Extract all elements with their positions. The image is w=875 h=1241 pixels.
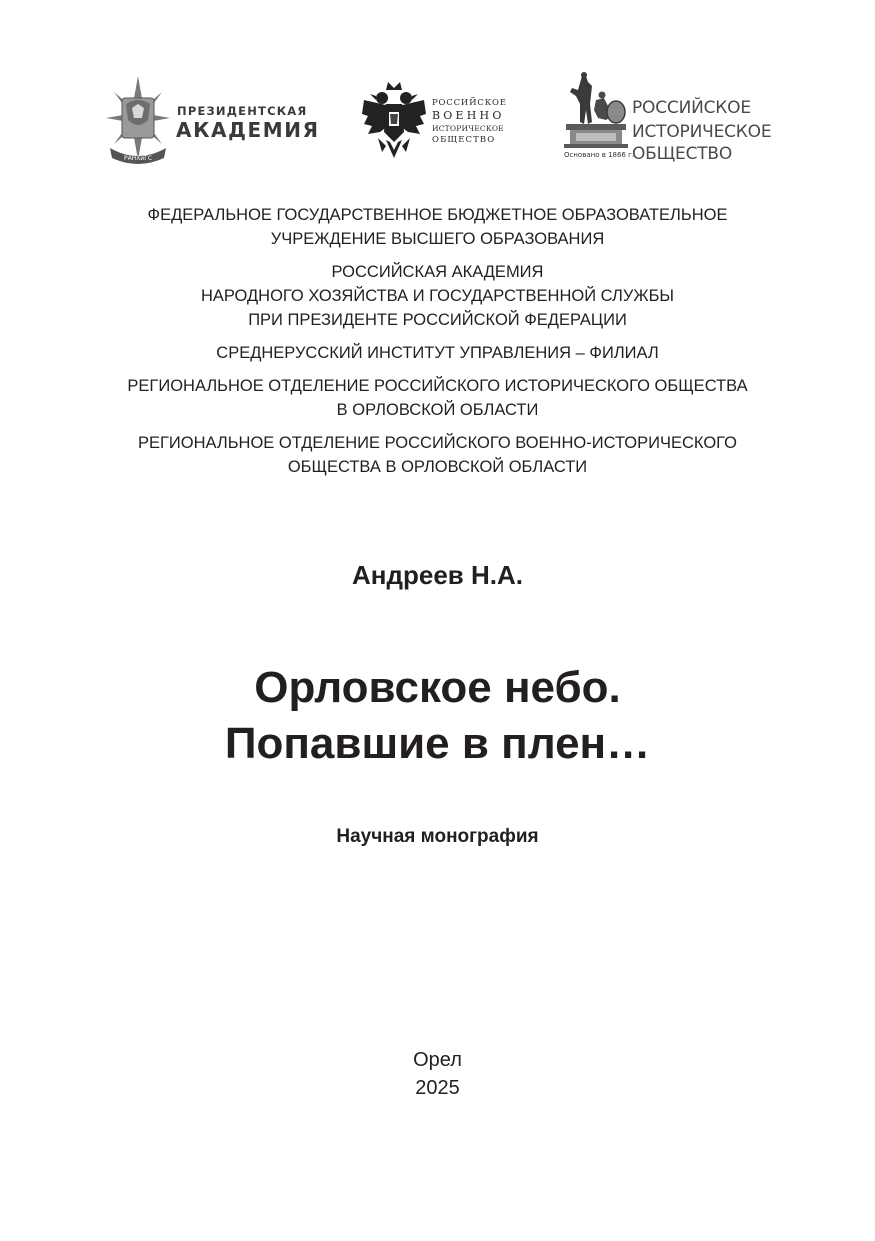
- affiliation-line: РЕГИОНАЛЬНОЕ ОТДЕЛЕНИЕ РОССИЙСКОГО ИСТОРИЧЕСКОГО ОБЩЕСТВА: [127, 377, 748, 395]
- affiliation-line: ФЕДЕРАЛЬНОЕ ГОСУДАРСТВЕННОЕ БЮДЖЕТНОЕ ОБРАЗОВАТЕЛЬНОЕ: [147, 206, 728, 224]
- rio-logo-line3: ОБЩЕСТВО: [632, 144, 733, 164]
- book-title-line2: Попавшие в плен…: [224, 719, 651, 768]
- presidential-academy-logo: [104, 72, 320, 172]
- affiliation-line: В ОРЛОВСКОЙ ОБЛАСТИ: [336, 401, 539, 419]
- military-historical-society-logo: [360, 72, 520, 172]
- rvio-logo-line4: ОБЩЕСТВО: [432, 135, 496, 145]
- affiliation-line: СРЕДНЕРУССКИЙ ИНСТИТУТ УПРАВЛЕНИЯ – ФИЛИАЛ: [216, 344, 659, 362]
- affiliation-line: РЕГИОНАЛЬНОЕ ОТДЕЛЕНИЕ РОССИЙСКОГО ВОЕННО-ИСТОРИЧЕСКОГО: [137, 434, 738, 452]
- book-subtitle: Научная монография: [336, 826, 539, 847]
- double-headed-eagle-icon: [360, 80, 428, 162]
- rvio-logo-line1: РОССИЙСКОЕ: [432, 98, 507, 108]
- rvio-logo-line2: ВОЕННО: [432, 109, 505, 122]
- affiliation-line: УЧРЕЖДЕНИЕ ВЫСШЕГО ОБРАЗОВАНИЯ: [270, 230, 605, 248]
- imprint-city: Орел: [413, 1049, 462, 1071]
- author-name: Андреев Н.А.: [352, 560, 523, 590]
- affiliation-line: ПРИ ПРЕЗИДЕНТЕ РОССИЙСКОЙ ФЕДЕРАЦИИ: [248, 311, 627, 329]
- affiliation-block: [0, 341, 875, 365]
- affiliation-line: РОССИЙСКАЯ АКАДЕМИЯ: [331, 263, 544, 281]
- academy-logo-line1: ПРЕЗИДЕНТСКАЯ: [177, 104, 308, 118]
- rio-logo-line1: РОССИЙСКОЕ: [632, 98, 751, 118]
- academy-logo-line2: АКАДЕМИЯ: [176, 118, 320, 142]
- affiliation-line: ОБЩЕСТВА В ОРЛОВСКОЙ ОБЛАСТИ: [287, 458, 588, 476]
- affiliations: [0, 203, 875, 488]
- affiliation-line: НАРОДНОГО ХОЗЯЙСТВА И ГОСУДАРСТВЕННОЙ СЛУЖБЫ: [200, 287, 675, 305]
- logos-row: [0, 72, 875, 172]
- academy-emblem-icon: [104, 74, 172, 166]
- affiliation-block: [0, 431, 875, 479]
- rvio-logo-line3: ИСТОРИЧЕСКОЕ: [432, 124, 504, 133]
- imprint-year: 2025: [415, 1077, 460, 1099]
- rio-logo-line2: ИСТОРИЧЕСКОЕ: [632, 122, 772, 142]
- rio-logo-founded: Основано в 1866 г.: [564, 151, 635, 159]
- minin-pozharsky-monument-icon: [562, 72, 630, 152]
- affiliation-block: [0, 203, 875, 251]
- academy-emblem-ribbon: РАНХиГС: [123, 155, 153, 162]
- affiliation-block: [0, 260, 875, 332]
- book-title: [0, 660, 875, 772]
- imprint: [0, 1046, 875, 1102]
- historical-society-logo: [562, 72, 777, 172]
- book-title-line1: Орловское небо.: [254, 663, 621, 712]
- affiliation-block: [0, 374, 875, 422]
